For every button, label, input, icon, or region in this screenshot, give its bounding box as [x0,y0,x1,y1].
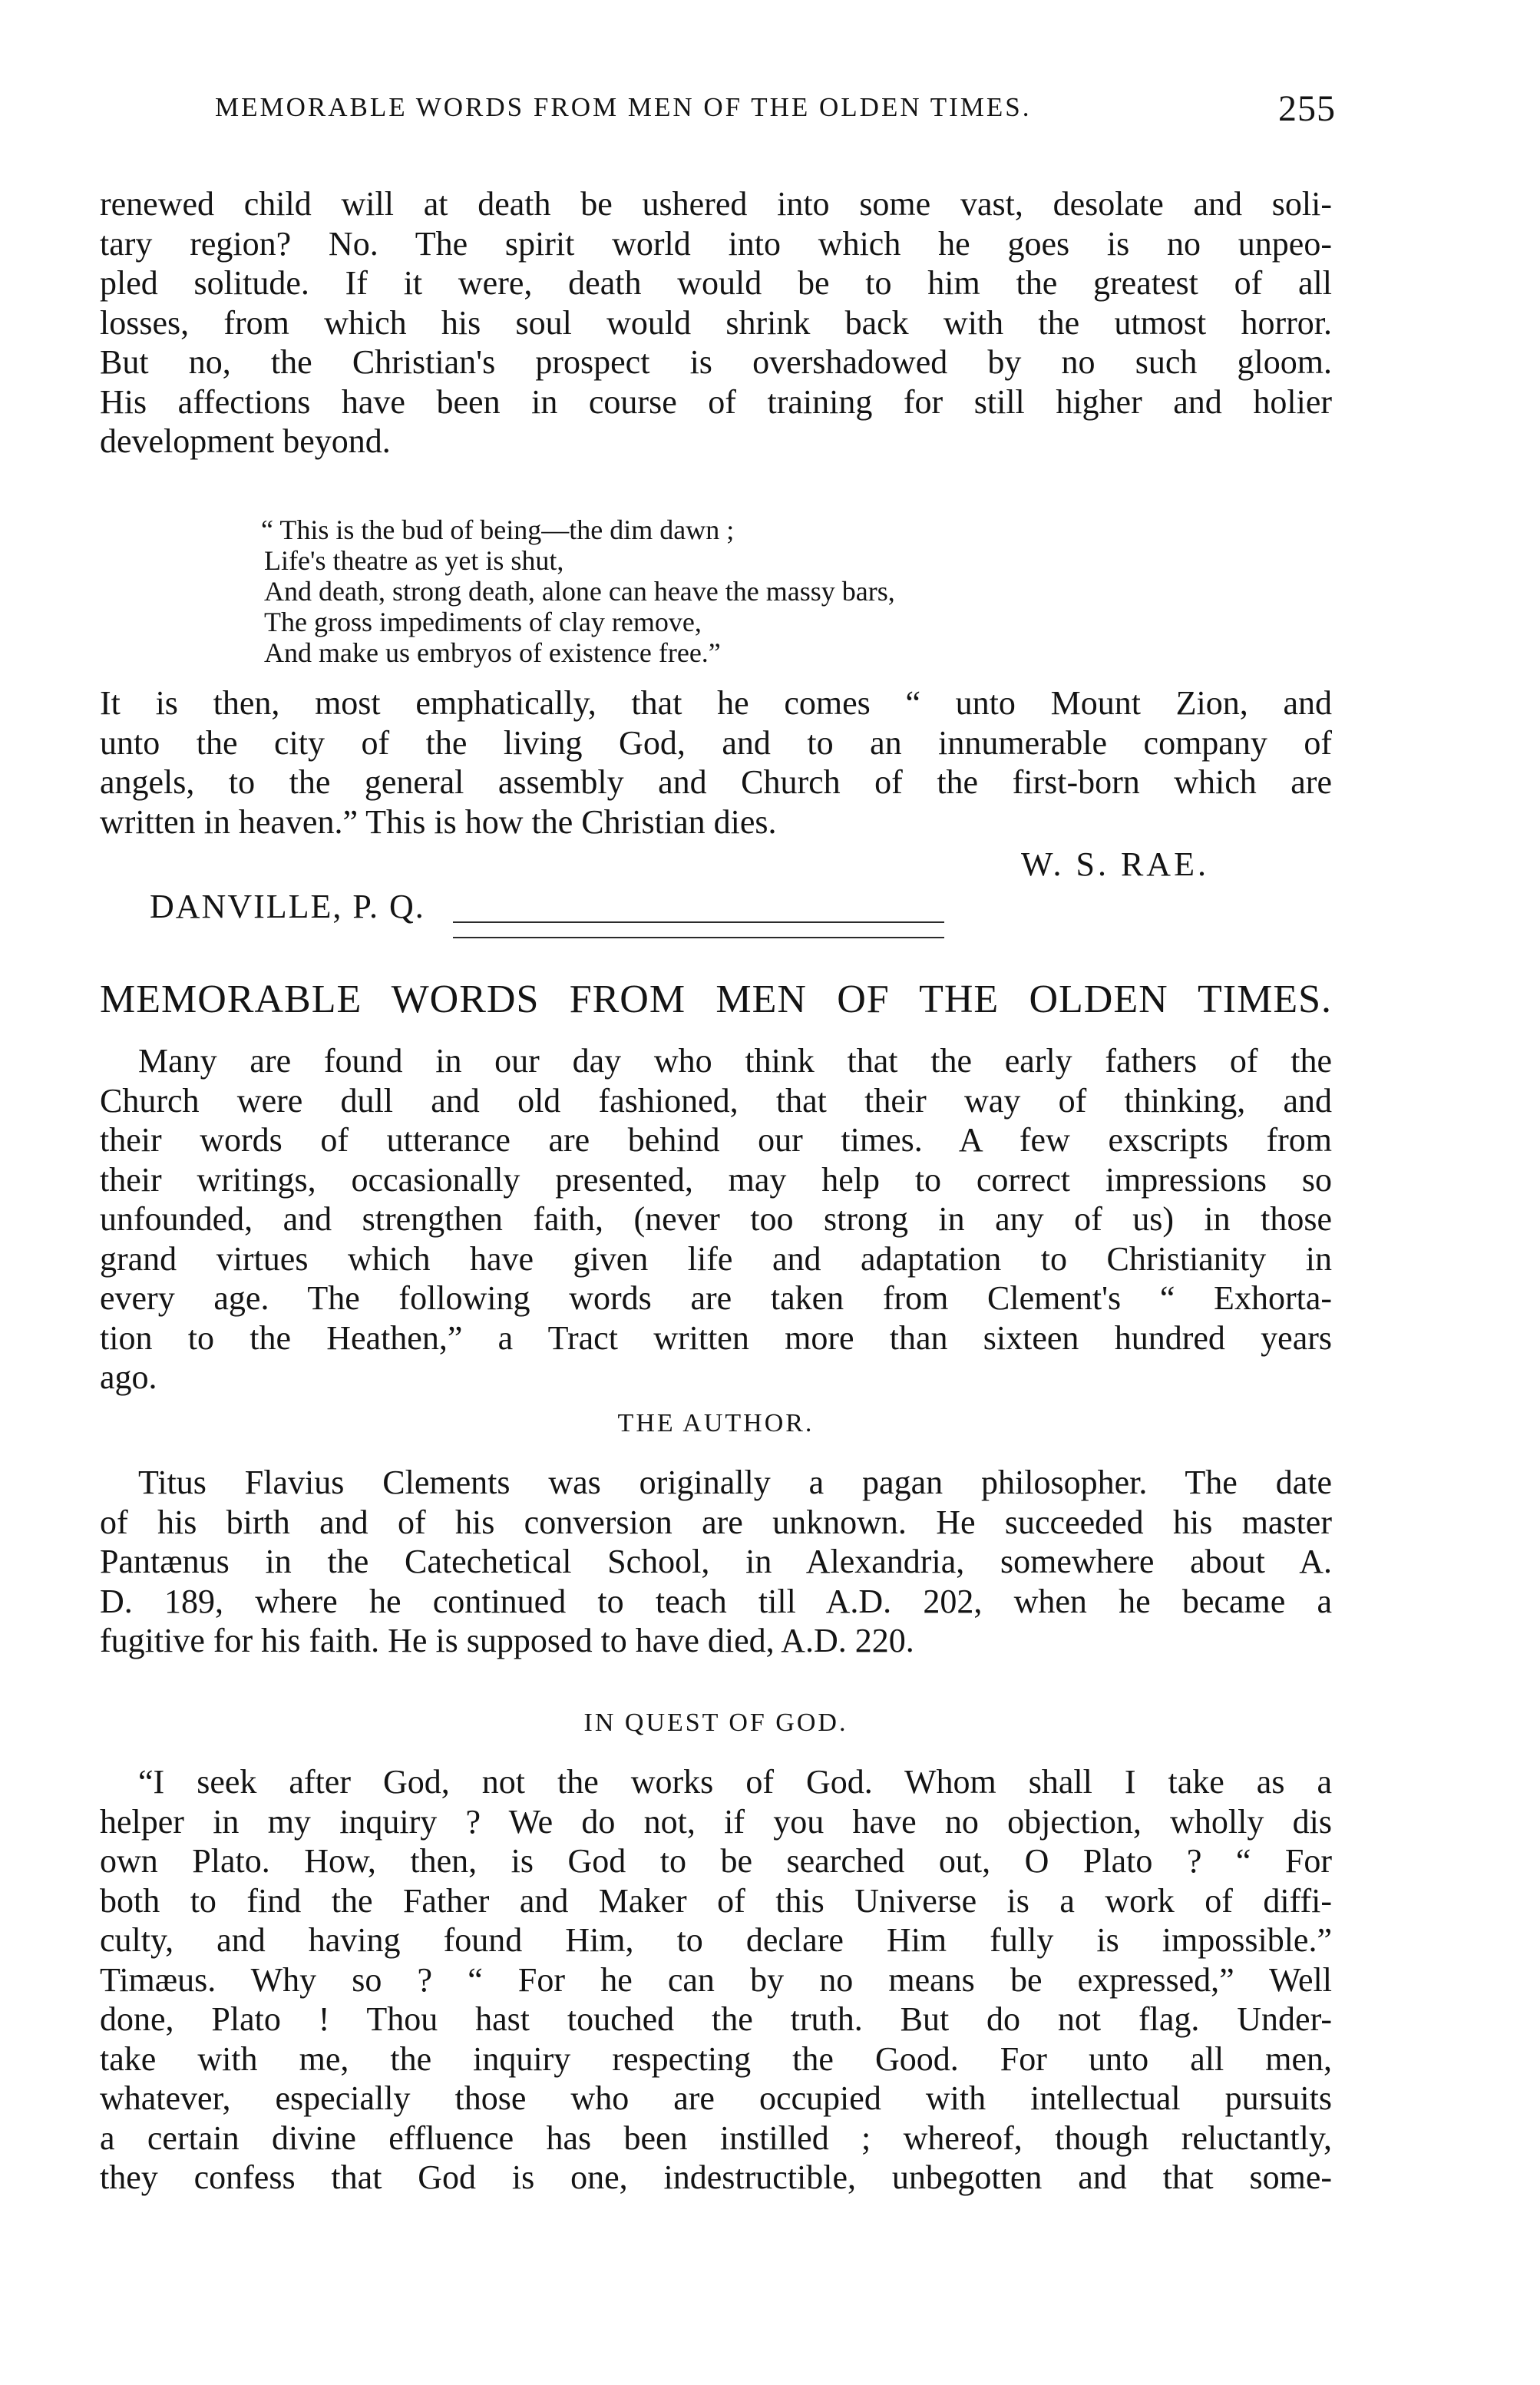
text-line: they confess that God is one, indestructible, unbegotten and that some- [100,2158,1332,2196]
author-heading: THE AUTHOR. [617,1409,815,1437]
poem-line: And death, strong death, alone can heave the massy bars, [264,576,895,607]
text-line: development beyond. [100,422,391,460]
text-line: own Plato. How, then, is God to be searched out, O Plato ? “ For [100,1842,1332,1880]
text-line: their words of utterance are behind our times. A few exscripts from [100,1121,1332,1159]
text-line: culty, and having found Him, to declare Him fully is impossible.” [100,1921,1332,1959]
text-line: grand virtues which have given life and adaptation to Christianity in [100,1239,1332,1278]
text-line: Pantænus in the Catechetical School, in Alexandria, somewhere about A. [100,1543,1332,1580]
running-head [215,88,1336,129]
text-line: a certain divine effluence has been instilled ; whereof, though reluctantly, [100,2119,1332,2157]
text-line: done, Plato ! Thou hast touched the truth. But do not flag. Under- [100,2000,1332,2038]
text-line: every age. The following words are taken from Clement's “ Exhorta- [100,1279,1332,1317]
poem-line: And make us embryos of existence free.” [264,637,721,668]
intro-paragraph [100,1041,1332,1398]
running-head-title: MEMORABLE WORDS FROM MEN OF THE OLDEN TIMES. [215,92,1032,122]
section-divider [453,921,944,923]
text-line: Titus Flavius Clements was originally a pagan philosopher. The date [138,1464,1332,1501]
author-signature: W. S. RAE. [1021,845,1209,883]
text-line: D. 189, where he continued to teach till A.D. 202, when he became a [100,1582,1332,1620]
author-paragraph [100,1463,1332,1661]
text-line: angels, to the general assembly and Church of the first-born which are [100,763,1332,801]
text-line: tion to the Heathen,” a Tract written more than sixteen hundred years [100,1318,1332,1357]
continuation-paragraph [100,184,1332,461]
text-line: take with me, the inquiry respecting the Good. For unto all men, [100,2039,1332,2078]
text-line: fugitive for his faith. He is supposed to have died, A.D. 220. [100,1622,914,1659]
page-number: 255 [1278,88,1336,129]
text-line: Church were dull and old fashioned, that their way of thinking, and [100,1081,1332,1120]
text-line: pled solitude. If it were, death would be to him the greatest of all [100,264,1332,302]
text-line: Timæus. Why so ? “ For he can by no means be expressed,” Well [100,1960,1332,1999]
poem-line: The gross impediments of clay remove, [264,607,702,637]
closing-paragraph [100,683,1332,842]
text-line: helper in my inquiry ? We do not, if you have no objection, wholly dis [100,1802,1332,1841]
quest-heading: IN QUEST OF GOD. [583,1709,848,1737]
poem-line: Life's theatre as yet is shut, [264,545,564,576]
text-line: unto the city of the living God, and to an innumerable company of [100,723,1332,762]
text-line: of his birth and of his conversion are unknown. He succeeded his master [100,1503,1332,1541]
text-line: But no, the Christian's prospect is overshadowed by no such gloom. [100,343,1332,381]
quest-paragraph [100,1762,1332,2198]
text-line: both to find the Father and Maker of this Universe is a work of diffi- [100,1881,1332,1920]
text-line: It is then, most emphatically, that he comes “ unto Mount Zion, and [100,684,1332,722]
text-line: ago. [100,1358,157,1396]
poem-line: “ This is the bud of being—the dim dawn ; [261,514,735,545]
text-line: renewed child will at death be ushered into some vast, desolate and soli- [100,185,1332,223]
poem-quote [261,514,1259,668]
text-line: His affections have been in course of training for still higher and holier [100,382,1332,421]
text-line: unfounded, and strengthen faith, (never too strong in any of us) in those [100,1200,1332,1238]
section-divider [453,937,944,938]
text-line: written in heaven.” This is how the Christian dies. [100,802,777,841]
text-line: their writings, occasionally presented, may help to correct impressions so [100,1160,1332,1199]
text-line: whatever, especially those who are occupied with intellectual pursuits [100,2079,1332,2117]
text-line: “I seek after God, not the works of God. Whom shall I take as a [138,1763,1332,1801]
text-line: tary region? No. The spirit world into which he goes is no unpeo- [100,224,1332,263]
dateline-place: DANVILLE, P. Q. [150,888,425,925]
article-title: MEMORABLE WORDS FROM MEN OF THE OLDEN TIMES. [100,977,1332,1021]
text-line: losses, from which his soul would shrink back with the utmost horror. [100,303,1332,342]
text-line: Many are found in our day who think that the early fathers of the [138,1042,1332,1080]
